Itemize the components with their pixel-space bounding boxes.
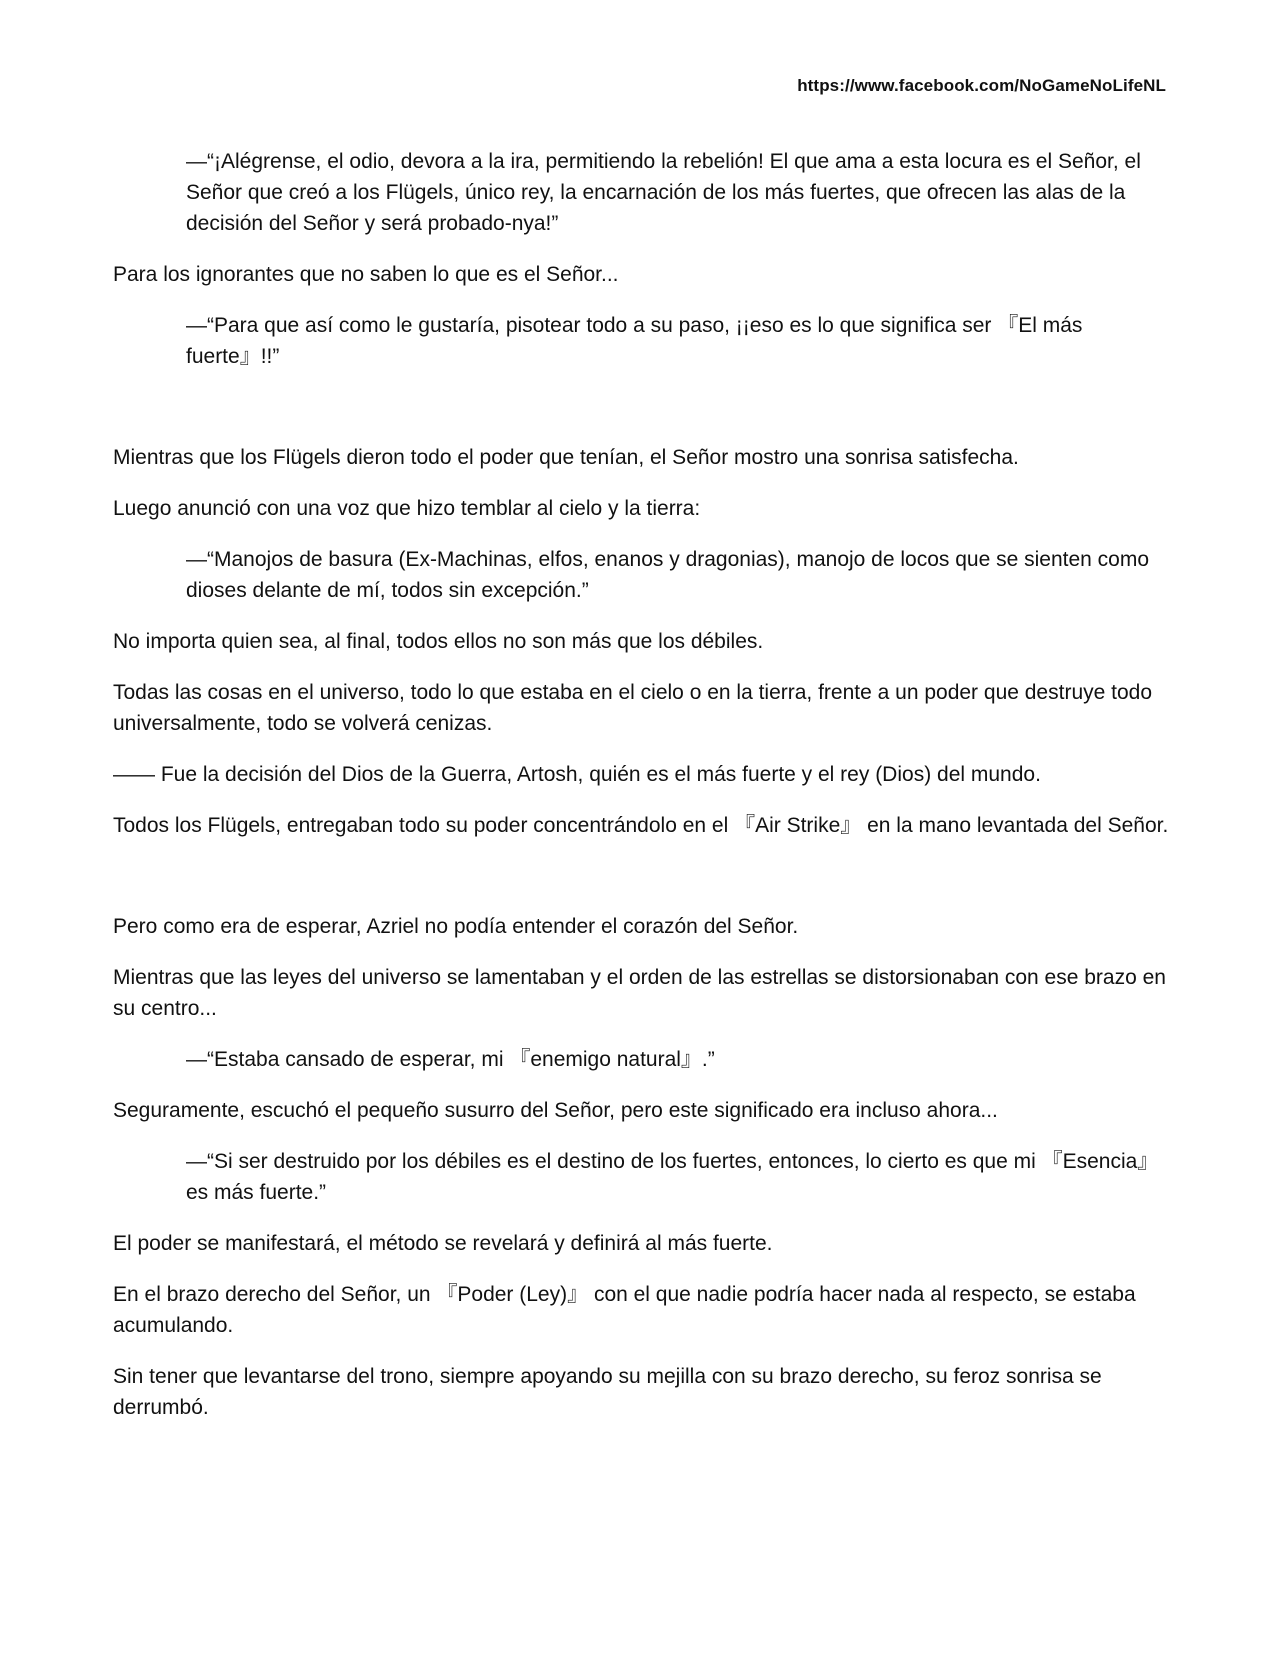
body-paragraph: No importa quien sea, al final, todos ellos no son más que los débiles. [113,630,764,653]
quote-paragraph: —“Si ser destruido por los débiles es el destino de los fuertes, entonces, lo cierto es que mi 『Esencia』 es más fuerte.” [186,1150,1159,1204]
quote-paragraph: —“Para que así como le gustaría, pisotear todo a su paso, ¡¡eso es lo que significa ser 『El más fuerte』!!” [186,314,1083,368]
header-url: https://www.facebook.com/NoGameNoLifeNL [797,76,1166,95]
quote-paragraph: —“Estaba cansado de esperar, mi 『enemigo natural』.” [186,1048,715,1071]
body-paragraph: El poder se manifestará, el método se revelará y definirá al más fuerte. [113,1232,773,1255]
body-paragraph: Mientras que las leyes del universo se lamentaban y el orden de las estrellas se distorsionaban con ese brazo en su centro... [113,966,1166,1020]
section-break [113,861,1175,911]
document-body [113,146,1175,1443]
body-paragraph: Para los ignorantes que no saben lo que es el Señor... [113,263,619,286]
body-paragraph: Sin tener que levantarse del trono, siempre apoyando su mejilla con su brazo derecho, su feroz sonrisa se derrumbó. [113,1365,1102,1419]
body-paragraph: Luego anunció con una voz que hizo temblar al cielo y la tierra: [113,497,701,520]
quote-paragraph: —“¡Alégrense, el odio, devora a la ira, permitiendo la rebelión! El que ama a esta locura es el Señor, el Señor que creó a los Flügels, único rey, la encarnación de los más fuertes, que ofrecen las alas de la decisión del Señor y será probado-nya!” [186,150,1141,235]
quote-paragraph: —“Manojos de basura (Ex-Machinas, elfos, enanos y dragonias), manojo de locos que se sienten como dioses delante de mí, todos sin excepción.” [186,548,1150,602]
body-paragraph: En el brazo derecho del Señor, un 『Poder (Ley)』 con el que nadie podría hacer nada al respecto, se estaba acumulando. [113,1283,1136,1337]
body-paragraph: Todas las cosas en el universo, todo lo que estaba en el cielo o en la tierra, frente a un poder que destruye todo universalmente, todo se volverá cenizas. [113,681,1153,735]
body-paragraph: —— Fue la decisión del Dios de la Guerra, Artosh, quién es el más fuerte y el rey (Dios) del mundo. [113,763,1041,786]
body-paragraph: Todos los Flügels, entregaban todo su poder concentrándolo en el 『Air Strike』 en la mano levantada del Señor. [113,814,1169,837]
section-break [113,392,1175,442]
body-paragraph: Seguramente, escuchó el pequeño susurro del Señor, pero este significado era incluso ahora... [113,1099,998,1122]
body-paragraph: Pero como era de esperar, Azriel no podía entender el corazón del Señor. [113,915,799,938]
body-paragraph: Mientras que los Flügels dieron todo el poder que tenían, el Señor mostro una sonrisa satisfecha. [113,446,1019,469]
